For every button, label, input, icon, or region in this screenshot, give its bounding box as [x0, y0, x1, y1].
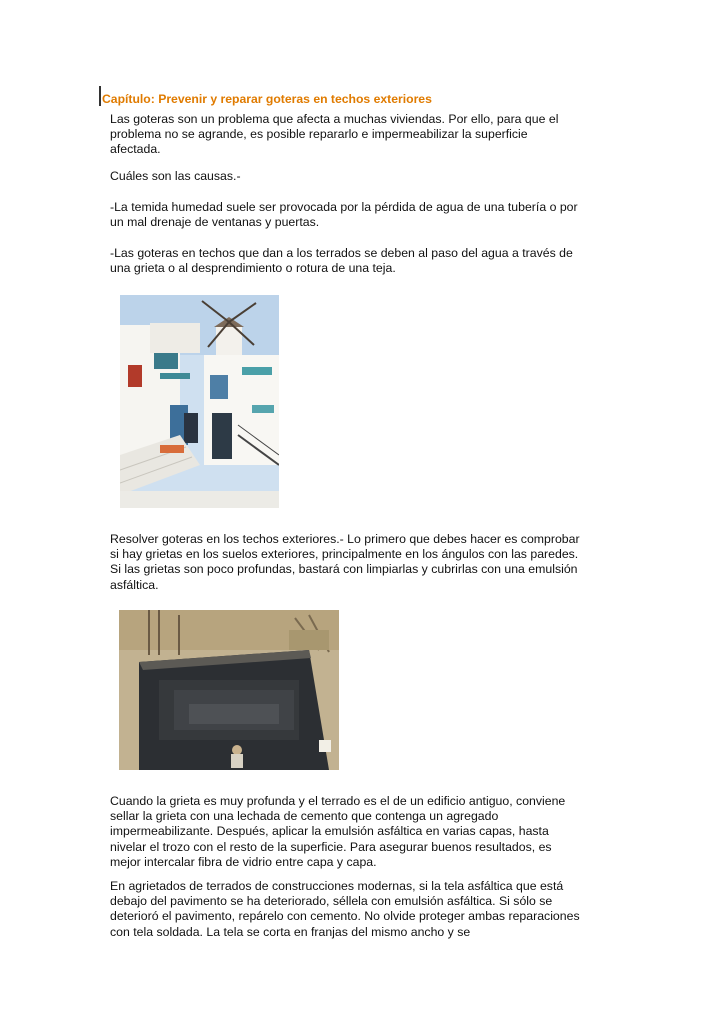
asphalt-roof-photo: [119, 610, 339, 770]
greek-houses-photo: [120, 295, 279, 508]
paragraph-intro: Las goteras son un problema que afecta a muchas viviendas. Por ello, para que el problema no se agrande, es posible repararlo e impermeabilizar la superficie afectada.: [110, 112, 559, 157]
text-cursor: [99, 86, 101, 106]
paragraph-cause-humidity: -La temida humedad suele ser provocada por la pérdida de agua de una tubería o por un mal drenaje de ventanas y puertas.: [110, 200, 578, 230]
chapter-title: Capítulo: Prevenir y reparar goteras en techos exteriores: [102, 92, 432, 106]
paragraph-cause-terraces: -Las goteras en techos que dan a los terrados se deben al paso del agua a través de una grieta o al desprendimiento o rotura de una teja.: [110, 246, 573, 276]
paragraph-deep-crack: Cuando la grieta es muy profunda y el terrado es el de un edificio antiguo, conviene sellar la grieta con una lechada de cemento que contenga un agregado impermeabilizante. Después, aplicar la emulsión asfáltica en varias capas, hasta nivelar el trozo con el resto de la superficie. Para asegurar buenos resultados, es mejor intercalar fibra de vidrio entre capa y capa.: [110, 794, 566, 869]
paragraph-repair-exterior: Resolver goteras en los techos exteriores.- Lo primero que debes hacer es comprobar si hay grietas en los suelos exteriores, principalmente en los ángulos con las paredes. Si las grietas son poco profundas, bastará con limpiarlas y cubrirlas con una emulsión asfáltica.: [110, 532, 580, 592]
paragraph-causes-heading: Cuáles son las causas.-: [110, 169, 241, 183]
paragraph-modern-terraces: En agrietados de terrados de construcciones modernas, si la tela asfáltica que está debajo del pavimento se ha deteriorado, séllela con emulsión asfáltica. Si sólo se deterioró el pavimento, repárelo con cemento. No olvide proteger ambas reparaciones con tela soldada. La tela se corta en franjas del mismo ancho y se: [110, 879, 580, 939]
